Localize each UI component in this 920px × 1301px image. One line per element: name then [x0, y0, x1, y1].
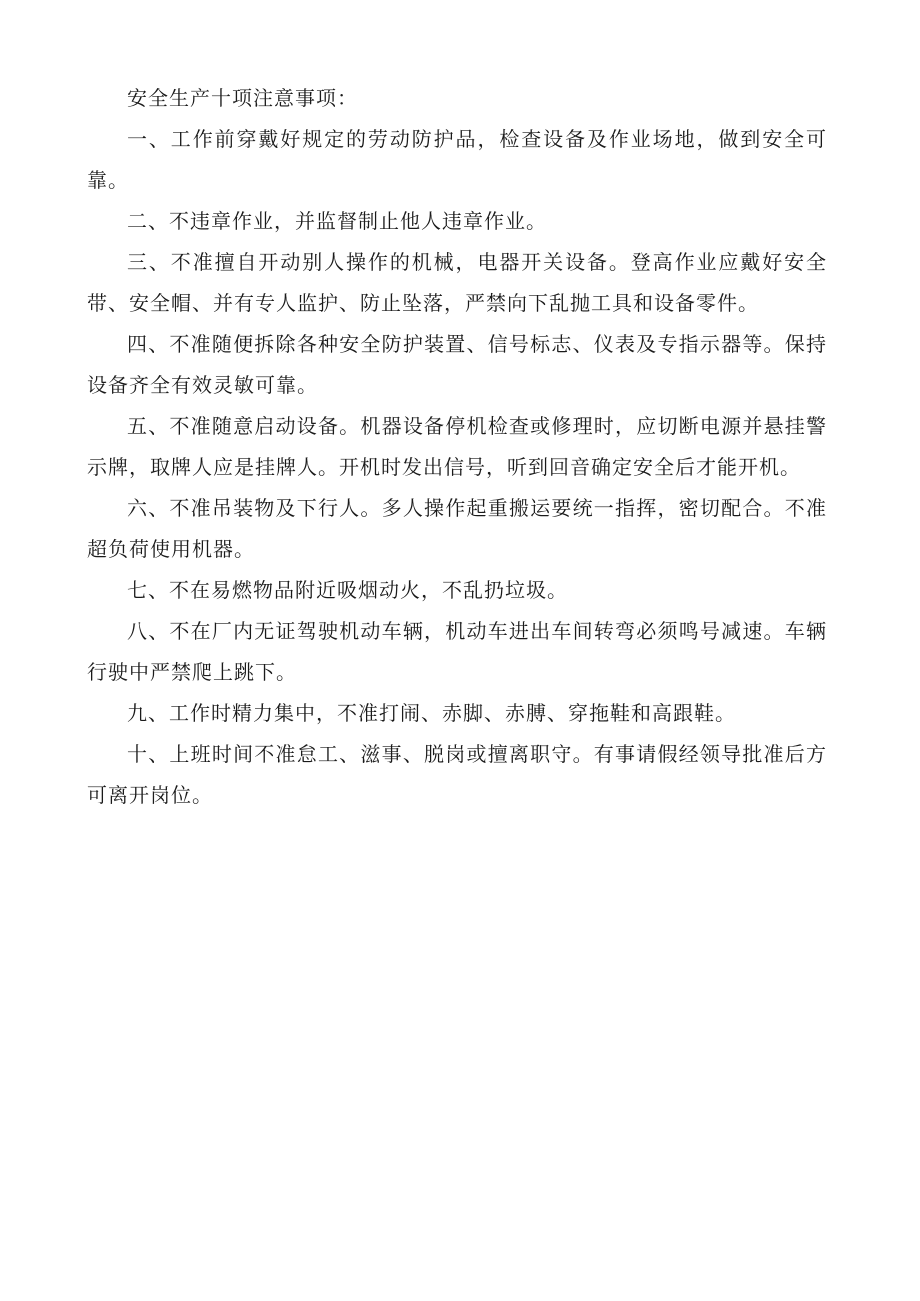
- rule-item-9: 九、工作时精力集中，不准打闹、赤脚、赤膊、穿拖鞋和高跟鞋。: [127, 701, 736, 725]
- rule-item-2: 二、不违章作业，并监督制止他人违章作业。: [127, 209, 547, 233]
- rule-item-1: 一、工作前穿戴好规定的劳动防护品，检查设备及作业场地，做到安全可靠。: [87, 127, 827, 192]
- document-heading: 安全生产十项注意事项：: [127, 86, 358, 110]
- rule-item-7: 七、不在易燃物品附近吸烟动火，不乱扔垃圾。: [127, 578, 568, 602]
- rule-item-6: 六、不准吊装物及下行人。多人操作起重搬运要统一指挥，密切配合。不准超负荷使用机器。: [87, 496, 827, 561]
- rule-item-5: 五、不准随意启动设备。机器设备停机检查或修理时，应切断电源并悬挂警示牌，取牌人应是挂牌人。开机时发出信号，听到回音确定安全后才能开机。: [87, 414, 827, 479]
- rule-item-10: 十、上班时间不准怠工、滋事、脱岗或擅离职守。有事请假经领导批准后方可离开岗位。: [87, 742, 827, 807]
- document-body: [87, 78, 827, 816]
- rule-item-3: 三、不准擅自开动别人操作的机械，电器开关设备。登高作业应戴好安全带、安全帽、并有专人监护、防止坠落，严禁向下乱抛工具和设备零件。: [87, 250, 827, 315]
- rule-item-8: 八、不在厂内无证驾驶机动车辆，机动车进出车间转弯必须鸣号减速。车辆行驶中严禁爬上跳下。: [87, 619, 827, 684]
- rule-item-4: 四、不准随便拆除各种安全防护装置、信号标志、仪表及专指示器等。保持设备齐全有效灵敏可靠。: [87, 332, 827, 397]
